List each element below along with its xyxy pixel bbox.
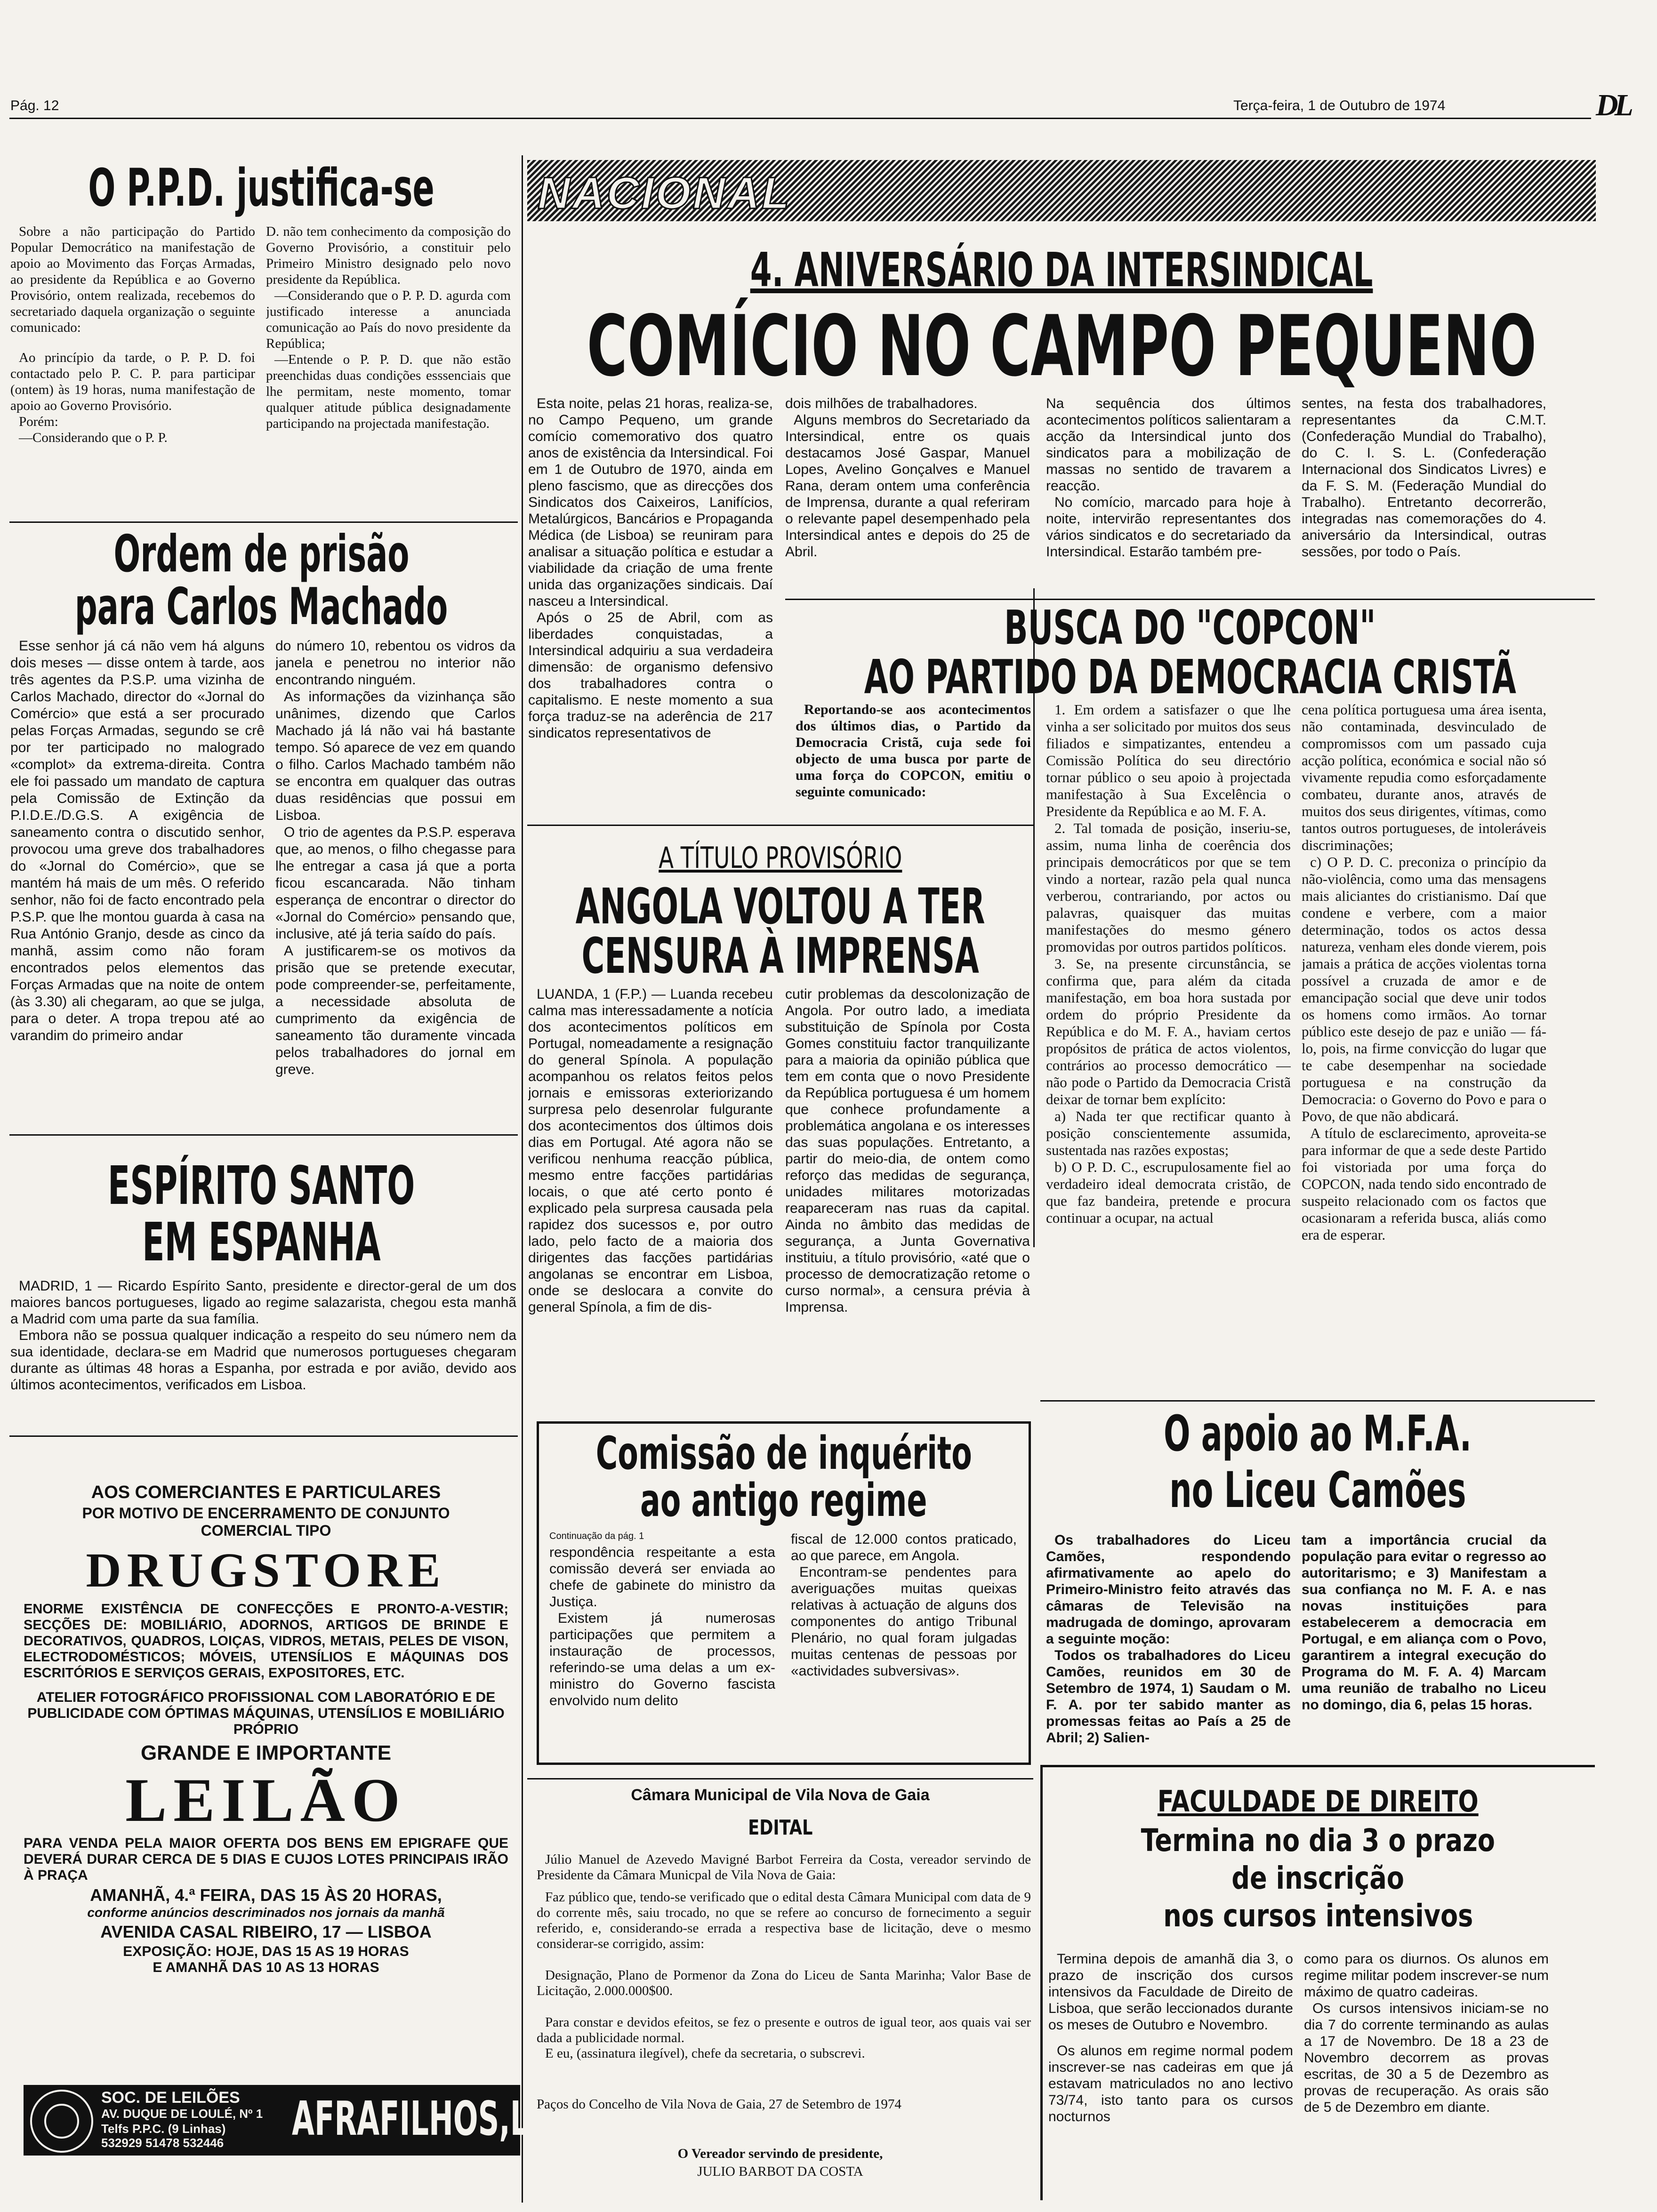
afra-ad bbox=[24, 2085, 570, 2156]
ordem-headline-1 bbox=[9, 527, 513, 582]
comicio-p: sentes, na festa dos trabalhadores, representantes da C.M.T. (Confederação Mundial do Trabalho), do C. I. S. L. (Confederação Internacional dos Sindicatos Livres) e da F. S. M. (Federação Mundial do Trabalho). Entretanto decorrerão, integradas nas comemorações do 4. aniversário da Intersindical, outras sessões, por todo o País. bbox=[1302, 396, 1546, 560]
edital-title-box bbox=[527, 1817, 1033, 1839]
afra-phone-1: Telfs P.P.C. (9 Linhas) bbox=[101, 2122, 226, 2136]
edital-p: E eu, (assinatura ilegível), chefe da secretaria, o subscrevi. bbox=[545, 2046, 865, 2061]
edital-title: EDITAL bbox=[748, 1816, 813, 1840]
ppd-p: Sobre a não participação do Partido Popular Democrático na manifestação de apoio ao Movimento das Forças Armadas, ao presidente da República e ao Governo Provisório, ontem realizada, recebemos do secretariado daquela organização o seguinte comunicado: bbox=[10, 224, 255, 335]
section-rule bbox=[9, 1435, 518, 1437]
comissao-continuation: Continuação da pág. 1 bbox=[549, 1531, 644, 1541]
busca-p: a) Nada ter que rectificar quanto à posição conscientemente assumida, sustentada nas razões expostas; bbox=[1046, 1108, 1291, 1158]
angola-kicker bbox=[527, 842, 1033, 874]
espirito-p: Embora não se possua qualquer indicação a respeito do seu número nem da sua identidade, declara-se em Madrid que numerosos portugueses chegaram durante as últimas 48 horas a Espanha, por estrada e por avião, devido aos últimos acontecimentos, verificados em Lisboa. bbox=[10, 1328, 516, 1393]
ordem-title-line-2: para Carlos Machado bbox=[74, 577, 448, 636]
mfa-p: Os trabalhadores do Liceu Camões, respondendo afirmativamente ao apelo do Primeiro-Ministro feito através das câmaras de Televisão na madrugada de domingo, aprovaram a seguinte moção: bbox=[1046, 1532, 1291, 1647]
ad-line: AOS COMERCIANTES E PARTICULARES bbox=[91, 1483, 441, 1502]
faculdade-title-line-1: Termina no dia 3 o prazo bbox=[1141, 1822, 1496, 1859]
comicio-p: Alguns membros do Secretariado da Intersindical, entre os quais destacamos José Gaspar, Manuel Lopes, Avelino Gonçalves e Manuel Rana, deram ontem uma conferência de Imprensa, durante a qual referiram o relevante papel desempenhado pela Intersindical antes e depois do 25 de Abril. bbox=[785, 412, 1030, 560]
faculdade-title-line-3: nos cursos intensivos bbox=[1163, 1898, 1473, 1934]
faculdade-p: como para os diurnos. Os alunos em regime militar podem inscrever-se num máximo de quatro cadeiras. bbox=[1304, 1951, 1549, 2000]
comicio-p: Esta noite, pelas 21 horas, realiza-se, no Campo Pequeno, um grande comício comemorativo dos quatro anos de existência da Intersindical. Foi em 1 de Outubro de 1970, ainda em pleno fascismo, que as direcções dos Sindicatos dos Caixeiros, Lanifícios, Metalúrgicos, Bancários e Propaganda Médica (de Lisboa) se reuniram para analisar a situação política e estudar a viabilidade da criação de uma frente unida das organizações sindicais. Daí nasceu a Intersindical. bbox=[528, 396, 773, 609]
ordem-p: A justificarem-se os motivos da prisão que se pretende executar, pode compreender-se, perfeitamente, a necessidade absoluta de cumprimento da exigência de saneamento tão duramente vincada pelos trabalhadores do jornal em greve. bbox=[275, 943, 515, 1077]
busca-col-2 bbox=[1046, 701, 1291, 1393]
section-rule bbox=[9, 1134, 518, 1136]
busca-lead bbox=[796, 701, 1031, 824]
ppd-article bbox=[9, 160, 513, 216]
faculdade-col-1 bbox=[1048, 1951, 1293, 2196]
faculdade-headline-3 bbox=[1043, 1899, 1593, 1932]
edital-head: Câmara Municipal de Vila Nova de Gaia bbox=[631, 1786, 930, 1804]
faculdade-box bbox=[1040, 1765, 1595, 2200]
angola-headline-1 bbox=[527, 880, 1033, 933]
afra-address: AV. DUQUE DE LOULÉ, Nº 1 bbox=[101, 2107, 263, 2121]
ad-line: ENORME EXISTÊNCIA DE CONFECÇÕES E PRONTO-A-VESTIR; SECÇÕES DE: MOBILIÁRIO, ADORNOS, ARTIGOS DE BRINDE E DECORATIVOS, QUADROS, LOIÇAS, VIDROS, METAIS, PELES DE VISON, ELECTRODOMÉSTICOS; MÓVEIS, UTENSÍLIOS E MÁQUINAS DOS ESCRITÓRIOS E SERVIÇOS GERAIS, EXPOSITORES, ETC. bbox=[24, 1602, 508, 1681]
leilao-brand: LEILÃO bbox=[125, 1765, 407, 1835]
comissao-headline-2 bbox=[539, 1476, 1029, 1525]
busca-lead-text: Reportando-se aos acontecimentos dos últimos dias, o Partido da Democracia Cristã, cuja sede foi objecto de uma busca por parte de uma força do COPCON, emitiu o seguinte comunicado: bbox=[796, 702, 1031, 800]
angola-kicker-text: A TÍTULO PROVISÓRIO bbox=[658, 841, 902, 875]
edital-signature-role: O Vereador servindo de presidente, bbox=[677, 2146, 883, 2161]
busca-headline-1 bbox=[785, 602, 1595, 653]
mfa-title-line-2: no Liceu Camões bbox=[1169, 1461, 1466, 1519]
angola-headline-2 bbox=[527, 927, 1033, 985]
ppd-col-1 bbox=[10, 224, 255, 515]
kicker-text: 4. ANIVERSÁRIO DA INTERSINDICAL bbox=[750, 242, 1373, 297]
comissao-col-2 bbox=[791, 1531, 1017, 1752]
espirito-headline-2 bbox=[9, 1214, 513, 1271]
mfa-p: tam a importância crucial da população para evitar o regresso ao autoritarismo; e 3) Manifestam a sua confiança no M. F. A. e nas novas instituições para estabelecerem a democracia em Portugal, e em aliança com o Povo, garantirem a integral execução do Programa do M. F. A. 4) Marcam uma reunião de trabalho no Liceu no domingo, dia 6, pelas 15 horas. bbox=[1302, 1532, 1546, 1713]
page-number: Pág. 12 bbox=[10, 98, 59, 113]
busca-title-line-1: BUSCA DO "COPCON" bbox=[1004, 600, 1376, 655]
mfa-title-line-1: O apoio ao M.F.A. bbox=[1163, 1405, 1472, 1462]
ad-line: conforme anúncios descriminados nos jornais da manhã bbox=[87, 1905, 445, 1920]
section-rule bbox=[1040, 1400, 1595, 1402]
ordem-title-line-1: Ordem de prisão bbox=[113, 525, 409, 584]
section-rule bbox=[527, 1778, 1033, 1779]
mfa-headline-1 bbox=[1040, 1407, 1595, 1460]
espirito-title-line-2: EM ESPANHA bbox=[142, 1212, 381, 1273]
ordem-p: As informações da vizinhança são unânimes, dizendo que Carlos Machado já lá não vai há bastante tempo. Só aparece de vez em quando o filho. Carlos Machado também não se encontra em qualquer das outras duas residências que possui em Lisboa. bbox=[275, 689, 515, 823]
faculdade-headline-2 bbox=[1043, 1861, 1593, 1895]
comicio-p: Na sequência dos últimos acontecimentos políticos salientaram a acção da Intersindical junto dos sindicatos para a mobilização de massas no sentido de travarem a reacção. bbox=[1046, 396, 1291, 494]
afra-seal-inner-icon bbox=[44, 2104, 79, 2139]
busca-p: 2. Tal tomada de posição, inseriu-se, assim, numa linha de coerência dos principais democráticos por que se tem vindo a nortear, razão pela qual nunca verberou, contrariando, por actos ou palavras, quaisquer das muitas manifestações do mesmo género promovidas por outros partidos políticos. bbox=[1046, 820, 1291, 955]
espirito-p: MADRID, 1 — Ricardo Espírito Santo, presidente e director-geral de um dos maiores bancos portugueses, ligado ao regime salazarista, chegou esta manhã a Madrid com uma parte da sua família. bbox=[10, 1278, 516, 1327]
comissao-title-line-2: ao antigo regime bbox=[640, 1474, 927, 1527]
busca-headline-2 bbox=[785, 649, 1595, 705]
comicio-headline bbox=[527, 297, 1596, 395]
comicio-title: COMÍCIO NO CAMPO PEQUENO bbox=[587, 297, 1536, 395]
comissao-title-line-1: Comissão de inquérito bbox=[595, 1427, 972, 1480]
ppd-headline: O P.P.D. justifica-se bbox=[88, 158, 434, 218]
angola-p: LUANDA, 1 (F.P.) — Luanda recebeu calma mas interessadamente a notícia dos acontecimentos políticos em Portugal, nomeadamente a resignação do general Spínola. A população acompanhou os relatos feitos pelos jornais e emissoras exteriorizando surpresa pelo desenrolar fulgurante dos acontecimentos dos últimos dois dias em Portugal. Até agora não se verificou nenhuma reacção pública, mesmo entre facções partidárias locais, o que até certo ponto é explicado pela surpresa causada pela rapidez dos sucessos e, por outro lado, pelo facto de a maioria dos dirigentes das facções partidárias angolanas se encontrar em Lisboa, onde se deslocara a convite do general Spínola, a fim de dis- bbox=[528, 986, 773, 1315]
busca-p: b) O P. D. C., escrupulosamente fiel ao verdadeiro ideal democrata cristão, de que faz bandeira, pretende e procura continuar a ocupar, na actual bbox=[1046, 1159, 1291, 1226]
comicio-col-1 bbox=[528, 395, 773, 819]
issue-date: Terça-feira, 1 de Outubro de 1974 bbox=[1233, 98, 1446, 113]
comissao-p: Encontram-se pendentes para averiguações muitas queixas relativas à actuação de alguns dos componentes do antigo Tribunal Plenário, no qual foram julgadas muitas centenas de pessoas por «actividades subversivas». bbox=[791, 1564, 1017, 1679]
espirito-title-line-1: ESPÍRITO SANTO bbox=[107, 1155, 415, 1217]
busca-p: c) O P. D. C. preconiza o princípio da não-violência, como uma das mensagens mais aliciantes do cristianismo. Daí que condene e verbere, com a maior determinação, todos os actos dessa natureza, venham eles donde vierem, pois jamais a prática de acções violentas torna possível a cruzada de amor e de emancipação social que deve unir todos os homens como irmãos. Ao tornar público este desejo de paz e união — fá-lo, pois, na firme convicção do lugar que te cabe desempenhar na sociedade portuguesa e na construção da Democracia: o Governo do Povo e para o Povo, de que não abdicará. bbox=[1302, 854, 1546, 1124]
faculdade-title-line-2: de inscrição bbox=[1231, 1860, 1405, 1896]
nacional-banner bbox=[527, 160, 1596, 221]
busca-p: 3. Se, na presente circunstância, se confirma que, para além da citada manifestação, em boa hora sustada por ordem do próprio Presidente da República e do M. F. A., haviam certos propósitos de prática de actos violentos, contrários ao processo democrático — não pode o Partido da Democracia Cristã deixar de tornar bem explícito: bbox=[1046, 955, 1291, 1107]
comicio-col-3 bbox=[1046, 395, 1291, 602]
busca-p: 1. Em ordem a satisfazer o que lhe vinha a ser solicitado por muitos dos seus filiados e simpatizantes, entendeu a Comissão Política do seu directório tornar público o seu apoio à projectada manifestação à Sua Excelência o Presidente da República e ao M. F. A. bbox=[1046, 701, 1291, 819]
comissao-p: respondência respeitante a esta comissão deverá ser enviada ao chefe de gabinete do ministro da Justiça. bbox=[549, 1545, 775, 1610]
ordem-p: Esse senhor já cá não vem há alguns dois meses — disse ontem à tarde, aos três agentes da P.S.P. uma vizinha de Carlos Machado, director do «Jornal do Comércio» que está a ser procurado pelas Forças Armadas, segundo se crê por ter participado no malogrado «complot» da extrema-direita. Contra ele foi passado um mandato de captura pela Comissão de Extinção da P.I.D.E./D.G.S. A exigência de saneamento contra o discutido senhor, provocou uma greve dos trabalhadores do «Jornal do Comércio», que se mantém há mais de um mês. O referido senhor, não foi de facto encontrado pela P.S.P. que lhe montou guarda à casa na Rua António Granjo, desde as cinco da manhã, assim como não foram encontrados pelos elementos das Forças Armadas que na noite de ontem (às 3.30) ali chegaram, ao que se julga, para o deter. A tropa trepou até ao varandim do primeiro andar bbox=[10, 638, 265, 1043]
ad-line: E AMANHÃ DAS 10 AS 13 HORAS bbox=[153, 1960, 379, 1975]
comicio-p: Após o 25 de Abril, com as liberdades conquistadas, a Intersindical adquiriu a sua verdadeira dimensão: de organismo defensivo dos trabalhadores contra o capitalismo. E neste momento a sua força traduz-se na aderência de 217 sindicatos representativos de bbox=[528, 610, 773, 741]
column-divider bbox=[522, 155, 523, 2203]
edital-body bbox=[537, 1852, 1031, 2092]
mfa-col-1 bbox=[1046, 1532, 1291, 1753]
faculdade-p: Termina depois de amanhã dia 3, o prazo de inscrição dos cursos intensivos da Faculdade de Direito de Lisboa, que serão leccionados durante os meses de Outubro e Novembro. bbox=[1048, 1951, 1293, 2033]
ad-line: ATELIER FOTOGRÁFICO PROFISSIONAL COM LABORATÓRIO E DE PUBLICIDADE COM ÓPTIMAS MÁQUINAS, UTENSÍLIOS E MOBILIÁRIO PRÓPRIO bbox=[27, 1690, 505, 1737]
edital-p: Designação, Plano de Pormenor da Zona do Liceu de Santa Marinha; Valor Base de Licitação, 2.000.000$00. bbox=[537, 1968, 1031, 1998]
busca-p: A título de esclarecimento, aproveita-se para informar de que a sede deste Partido foi vistoriada por uma força do COPCON, nada tendo sido encontrado de suspeito relacionado com os factos que ocasionaram a referida busca, aliás como era de esperar. bbox=[1302, 1125, 1546, 1243]
busca-p: cena política portuguesa uma área isenta, não contaminada, desvinculado de compromissos com um passado cuja acção política, económica e social não só vivamente repudia como esforçadamente combateu, durante anos, através de muitos dos seus dirigentes, vítimas, como tantos outros portugueses, de intoleráveis discriminações; bbox=[1302, 701, 1546, 853]
ad-line: POR MOTIVO DE ENCERRAMENTO DE CONJUNTO COMERCIAL TIPO bbox=[82, 1505, 450, 1539]
comicio-col-4 bbox=[1302, 395, 1546, 602]
busca-title-line-2: AO PARTIDO DA DEMOCRACIA CRISTÃ bbox=[864, 649, 1516, 705]
comicio-p: dois milhões de trabalhadores. bbox=[785, 396, 978, 411]
ppd-p: Porém: bbox=[19, 414, 58, 429]
edital-p: Júlio Manuel de Azevedo Mavigné Barbot Ferreira da Costa, vereador servindo de Presidente da Câmara Municpal de Vila Nova de Gaia: bbox=[537, 1852, 1031, 1883]
drugstore-ad bbox=[24, 1483, 508, 2080]
ppd-p: —Considerando que o P. P. D. agurda com justificado interesse a anunciada comunicação ao País do novo presidente da República; bbox=[266, 288, 511, 351]
espirito-body bbox=[10, 1278, 516, 1428]
edital-p: Para constar e devidos efeitos, se fez o presente e outros de igual teor, aos quais vai ser dada a publicidade normal. bbox=[537, 2015, 1031, 2045]
espirito-headline-1 bbox=[9, 1155, 513, 1217]
ordem-p: do número 10, rebentou os vidros da janela e penetrou no interior não encontrando ninguém. bbox=[275, 638, 515, 688]
ordem-p: O trio de agentes da P.S.P. esperava que, ao menos, o filho chegasse para lhe entregar a casa já que a porta ficou escancarada. Não tinham esperança de encontrar o director do «Jornal do Comércio» pensando que, inclusive, até já teria saído do país. bbox=[275, 825, 515, 942]
comissao-box bbox=[537, 1421, 1031, 1765]
comissao-p: fiscal de 12.000 contos praticado, ao que parece, em Angola. bbox=[791, 1531, 1017, 1563]
ordem-headline-2 bbox=[9, 577, 513, 636]
ad-line: PARA VENDA PELA MAIOR OFERTA DOS BENS EM EPIGRAFE QUE DEVERÁ DURAR CERCA DE 5 DIAS E CUJOS LOTES PRINCIPAIS IRÃO À PRAÇA bbox=[24, 1835, 508, 1883]
afra-brand: AFRAFILHOS,Lda bbox=[292, 2091, 570, 2146]
ppd-p: —Entende o P. P. D. que não estão preenchidas duas condições esssenciais que lhe permitam, neste momento, tomar qualquer atitude pública designadamente participando na projectada manifestação. bbox=[266, 352, 511, 431]
faculdade-headline-1 bbox=[1043, 1824, 1593, 1857]
ad-line: AVENIDA CASAL RIBEIRO, 17 — LISBOA bbox=[100, 1922, 432, 1941]
mfa-headline-2 bbox=[1040, 1461, 1595, 1519]
faculdade-p: Os alunos em regime normal podem inscrever-se nas cadeiras em que já estavam matriculados no ano lectivo 73/74, isto tanto para os cursos nocturnos bbox=[1048, 2043, 1293, 2124]
drugstore-brand: DRUGSTORE bbox=[86, 1543, 446, 1597]
faculdade-col-2 bbox=[1304, 1951, 1549, 2196]
comicio-col-2 bbox=[785, 395, 1030, 602]
angola-p: cutir problemas da descolonização de Angola. Por outro lado, a imediata substituição de Spínola por Costa Gomes constituiu factor tranquilizante para a maioria da opinião pública que tem em conta que o novo Presidente da República portuguesa é um homem que conhece profundamente a problemática angolana e os interesses das suas populações. Entretanto, a partir do meio-dia, de ontem como reforço das medidas de segurança, unidades militares motorizadas reapareceram nas ruas da capital. Ainda no âmbito das medidas de segurança, a Junta Governativa instituiu, a título provisório, «até que o processo de democratização retome o curso normal», a censura prévia à Imprensa. bbox=[785, 986, 1030, 1315]
ppd-col-2 bbox=[266, 224, 511, 515]
comicio-p: No comício, marcado para hoje à noite, intervirão representantes dos vários sindicatos e do secretariado da Intersindical. Estarão também pre- bbox=[1046, 495, 1291, 560]
ordem-col-1 bbox=[10, 638, 265, 1132]
comissao-headline-1 bbox=[539, 1429, 1029, 1478]
angola-col-1 bbox=[528, 986, 773, 1400]
edital-signature-name: JULIO BARBOT DA COSTA bbox=[697, 2164, 863, 2179]
section-rule bbox=[527, 825, 1033, 826]
comissao-col-1 bbox=[549, 1544, 775, 1756]
section-rule bbox=[9, 521, 518, 523]
faculdade-kicker-text: FACULDADE DE DIREITO bbox=[1158, 1784, 1479, 1819]
ppd-p: —Considerando que o P. P. bbox=[19, 430, 168, 445]
angola-col-2 bbox=[785, 986, 1030, 1400]
ad-line: EXPOSIÇÃO: HOJE, DAS 15 AS 19 HORAS bbox=[123, 1944, 409, 1959]
nacional-label: NACIONAL bbox=[538, 168, 791, 218]
faculdade-kicker bbox=[1043, 1786, 1593, 1818]
mfa-p: Todos os trabalhadores do Liceu Camões, reunidos em 30 de Setembro de 1974, 1) Saudam o M. F. A. por ter sabido manter as promessas feitas ao País a 25 de Abril; 2) Salien- bbox=[1046, 1648, 1291, 1746]
masthead-logo: DL bbox=[1596, 88, 1630, 122]
mfa-col-2 bbox=[1302, 1532, 1546, 1753]
faculdade-p: Os cursos intensivos iniciam-se no dia 7 do corrente terminando as aulas a 17 de Novembro. De 18 a 23 de Novembro decorrem as provas escritas, de 30 a 5 de Dezembro as provas de recuperação. As orais são de 5 de Dezembro em diante. bbox=[1304, 2001, 1549, 2115]
comissao-p: Existem já numerosas participações que permitem a instauração de processos, referindo-se uma delas a um ex-ministro do Governo fascista envolvido num delito bbox=[549, 1611, 775, 1708]
ordem-col-2 bbox=[275, 638, 515, 1132]
header-rule bbox=[9, 118, 1591, 119]
angola-title-line-2: CENSURA À IMPRENSA bbox=[581, 927, 979, 985]
ad-line: AMANHÃ, 4.ª FEIRA, DAS 15 ÀS 20 HORAS, bbox=[90, 1885, 442, 1905]
ppd-p: D. não tem conhecimento da composição do Governo Provisório, a constituir pelo Primeiro Ministro designado pelo novo presidente da República. bbox=[266, 224, 511, 287]
intersindical-kicker bbox=[527, 242, 1596, 297]
ad-line: GRANDE E IMPORTANTE bbox=[140, 1741, 392, 1764]
afra-phone-2: 532929 51478 532446 bbox=[101, 2136, 224, 2150]
afra-company: SOC. DE LEILÕES bbox=[101, 2089, 240, 2107]
edital-p: Faz público que, tendo-se verificado que o edital desta Câmara Municipal com data de 9 do corrente mês, saiu trocado, no que se refere ao concurso de fornecimento a seguir referido, e, considerando-se errada a respectiva base de licitação, deve o mesmo considerar-se corrigido, assim: bbox=[537, 1890, 1031, 1951]
busca-col-3 bbox=[1302, 701, 1546, 1393]
ppd-p: Ao princípio da tarde, o P. P. D. foi contactado pelo P. C. P. para participar (ontem) às 19 horas, numa manifestação de apoio ao Governo Provisório. bbox=[10, 350, 255, 413]
angola-title-line-1: ANGOLA VOLTOU A TER bbox=[575, 878, 985, 935]
edital-date: Paços do Concelho de Vila Nova de Gaia, 27 de Setembro de 1974 bbox=[537, 2097, 901, 2112]
